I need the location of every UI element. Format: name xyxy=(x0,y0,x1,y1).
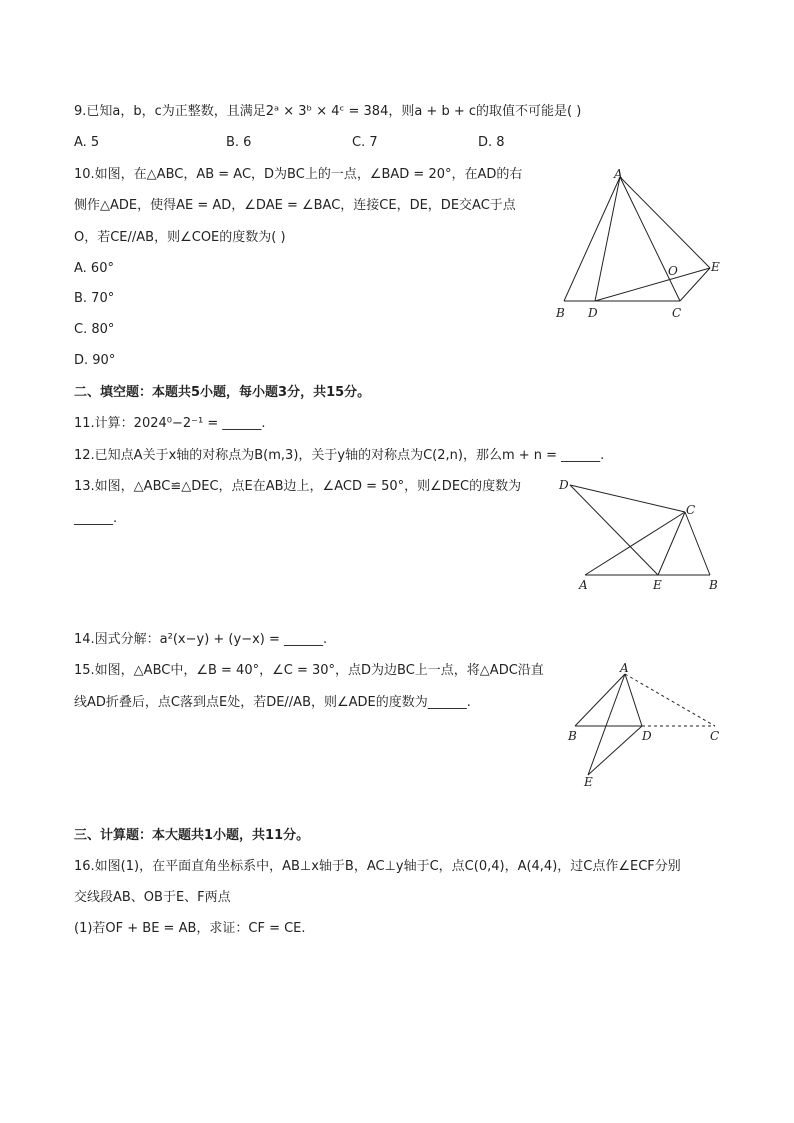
q15-fig-label-a: A xyxy=(620,661,629,675)
q13-fig-label-e: E xyxy=(653,578,662,592)
q10-fig-label-e: E xyxy=(711,260,720,274)
q10-option-b: B. 70° xyxy=(74,291,115,306)
q16-part1: (1)若OF + BE = AB，求证：CF = CE. xyxy=(74,921,306,936)
q13-figure xyxy=(555,475,735,595)
q15-stem-line1: 15.如图，△ABC中，∠B = 40°，∠C = 30°，点D为边BC上一点，将△ADC沿直 xyxy=(74,663,544,678)
q9-stem: 9.已知a，b，c为正整数，且满足2ᵃ × 3ᵇ × 4ᶜ = 384，则a + b + c的取值不可能是( ) xyxy=(74,104,582,119)
q10-figure xyxy=(550,165,730,325)
q9-option-c: C. 7 xyxy=(352,135,378,150)
q10-fig-label-a: A xyxy=(614,167,623,181)
q16-stem-line2: 交线段AB、OB于E、F两点 xyxy=(74,890,231,905)
q15-fig-label-d: D xyxy=(642,729,652,743)
q11-stem: 11.计算：2024⁰−2⁻¹ = ______. xyxy=(74,416,266,431)
section-3-heading: 三、计算题：本大题共1小题，共11分。 xyxy=(74,828,310,843)
q13-fig-label-a: A xyxy=(579,578,588,592)
q14-stem: 14.因式分解：a²(x−y) + (y−x) = ______. xyxy=(74,632,328,647)
q13-fig-label-b: B xyxy=(709,578,718,592)
q13-stem-line2: ______. xyxy=(74,511,118,526)
q15-fig-label-b: B xyxy=(568,729,577,743)
q10-stem-line2: 侧作△ADE，使得AE = AD，∠DAE = ∠BAC，连接CE，DE，DE交AC于点 xyxy=(74,198,516,213)
q16-stem-line1: 16.如图(1)，在平面直角坐标系中，AB⊥x轴于B，AC⊥y轴于C，点C(0,4)，A(4,4)，过C点作∠ECF分别 xyxy=(74,859,681,874)
q9-option-a: A. 5 xyxy=(74,135,100,150)
q10-fig-label-b: B xyxy=(556,306,565,320)
q9-option-d: D. 8 xyxy=(478,135,505,150)
q10-fig-label-d: D xyxy=(588,306,598,320)
q10-fig-label-c: C xyxy=(672,306,682,320)
section-2-heading: 二、填空题：本题共5小题，每小题3分，共15分。 xyxy=(74,385,371,400)
q15-fig-label-e: E xyxy=(584,775,593,789)
q9-option-b: B. 6 xyxy=(226,135,252,150)
q15-fig-label-c: C xyxy=(710,729,720,743)
q10-stem-line1: 10.如图，在△ABC，AB = AC，D为BC上的一点，∠BAD = 20°，在AD的右 xyxy=(74,167,523,182)
q10-stem-line3: O，若CE//AB，则∠COE的度数为( ) xyxy=(74,230,286,245)
q10-fig-label-o: O xyxy=(668,264,678,278)
q15-figure xyxy=(560,660,730,790)
q10-option-c: C. 80° xyxy=(74,322,115,337)
q13-stem-line1: 13.如图，△ABC≌△DEC，点E在AB边上，∠ACD = 50°，则∠DEC的度数为 xyxy=(74,479,522,494)
q15-stem-line2: 线AD折叠后，点C落到点E处，若DE//AB，则∠ADE的度数为______. xyxy=(74,695,471,710)
q10-option-d: D. 90° xyxy=(74,353,116,368)
q13-fig-label-d: D xyxy=(559,478,569,492)
q10-option-a: A. 60° xyxy=(74,261,114,276)
q12-stem: 12.已知点A关于x轴的对称点为B(m,3)，关于y轴的对称点为C(2,n)，那么m + n = ______. xyxy=(74,448,605,463)
q13-fig-label-c: C xyxy=(686,503,696,517)
